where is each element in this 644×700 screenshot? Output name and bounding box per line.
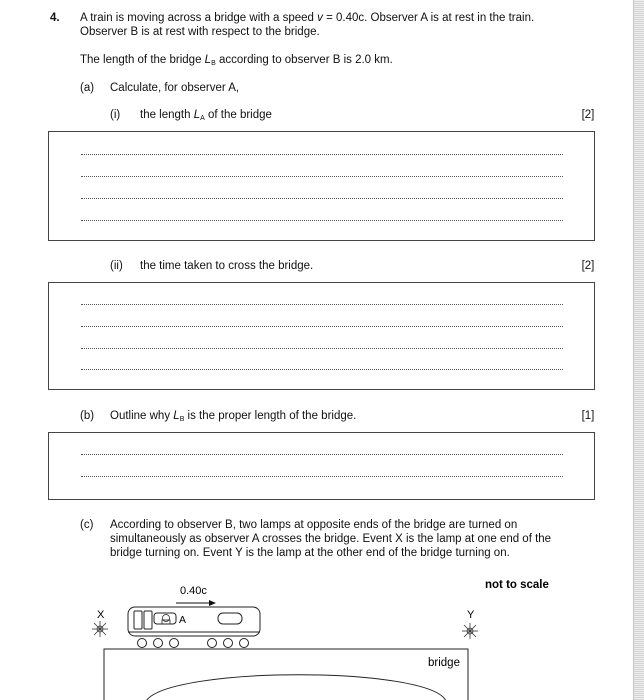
bridge-label: bridge (428, 657, 460, 669)
part-a-ii-label: (ii) (110, 260, 123, 272)
lamp-y-icon (462, 623, 478, 639)
train-bridge-diagram (0, 570, 633, 700)
lamp-x-icon (92, 621, 108, 637)
answer-line (81, 369, 563, 370)
lamp-y-label: Y (467, 609, 475, 621)
answer-line (81, 198, 563, 199)
answer-line (81, 326, 563, 327)
velocity-label: 0.40c (180, 585, 207, 597)
answer-line (81, 454, 563, 455)
part-a-i-marks: [2] (581, 109, 595, 121)
part-a-i-label: (i) (110, 109, 121, 121)
question-number: 4. (50, 12, 60, 24)
given-bridge-length: The length of the bridge $L_B$ according to observer B is 2.0 km. (80, 54, 393, 67)
part-c-line3: bridge turning on. Event Y is the lamp at the other end of the bridge turning on. (110, 547, 510, 559)
answer-box-b[interactable] (48, 432, 595, 500)
answer-box-a-ii[interactable] (48, 282, 595, 390)
answer-line (81, 220, 563, 221)
part-c-line2: simultaneously as observer A crosses the bridge. Event X is the lamp at one end of the (110, 533, 552, 545)
velocity-arrow-icon (176, 600, 216, 606)
page-edge (633, 0, 644, 700)
answer-line (81, 348, 563, 349)
part-b-question: Outline why $L_B$ is the proper length of the bridge. (110, 410, 357, 423)
answer-line (81, 476, 563, 477)
part-a-label: (a) (80, 82, 95, 94)
question-intro-line2: Observer B is at rest with respect to the bridge. (80, 26, 320, 38)
answer-line (81, 154, 563, 155)
question-intro-line1: A train is moving across a bridge with a speed v = 0.40c. Observer A is at rest in the train. (80, 12, 535, 24)
train-icon (128, 607, 260, 648)
part-c-label: (c) (80, 519, 94, 531)
part-b-marks: [1] (581, 410, 595, 422)
part-c-line1: According to observer B, two lamps at opposite ends of the bridge are turned on (110, 519, 518, 531)
observer-a-label: A (179, 614, 187, 626)
part-a-i-question: the length $L_A$ of the bridge (140, 109, 272, 122)
answer-line (81, 304, 563, 305)
not-to-scale-note: not to scale (485, 579, 549, 591)
answer-box-a-i[interactable] (48, 131, 595, 241)
bridge-icon (104, 649, 468, 700)
part-a-ii-marks: [2] (581, 260, 595, 272)
part-b-label: (b) (80, 410, 95, 422)
lamp-x-label: X (97, 609, 105, 621)
part-a-prompt: Calculate, for observer A, (110, 82, 240, 94)
part-a-ii-question: the time taken to cross the bridge. (140, 260, 314, 272)
answer-line (81, 176, 563, 177)
